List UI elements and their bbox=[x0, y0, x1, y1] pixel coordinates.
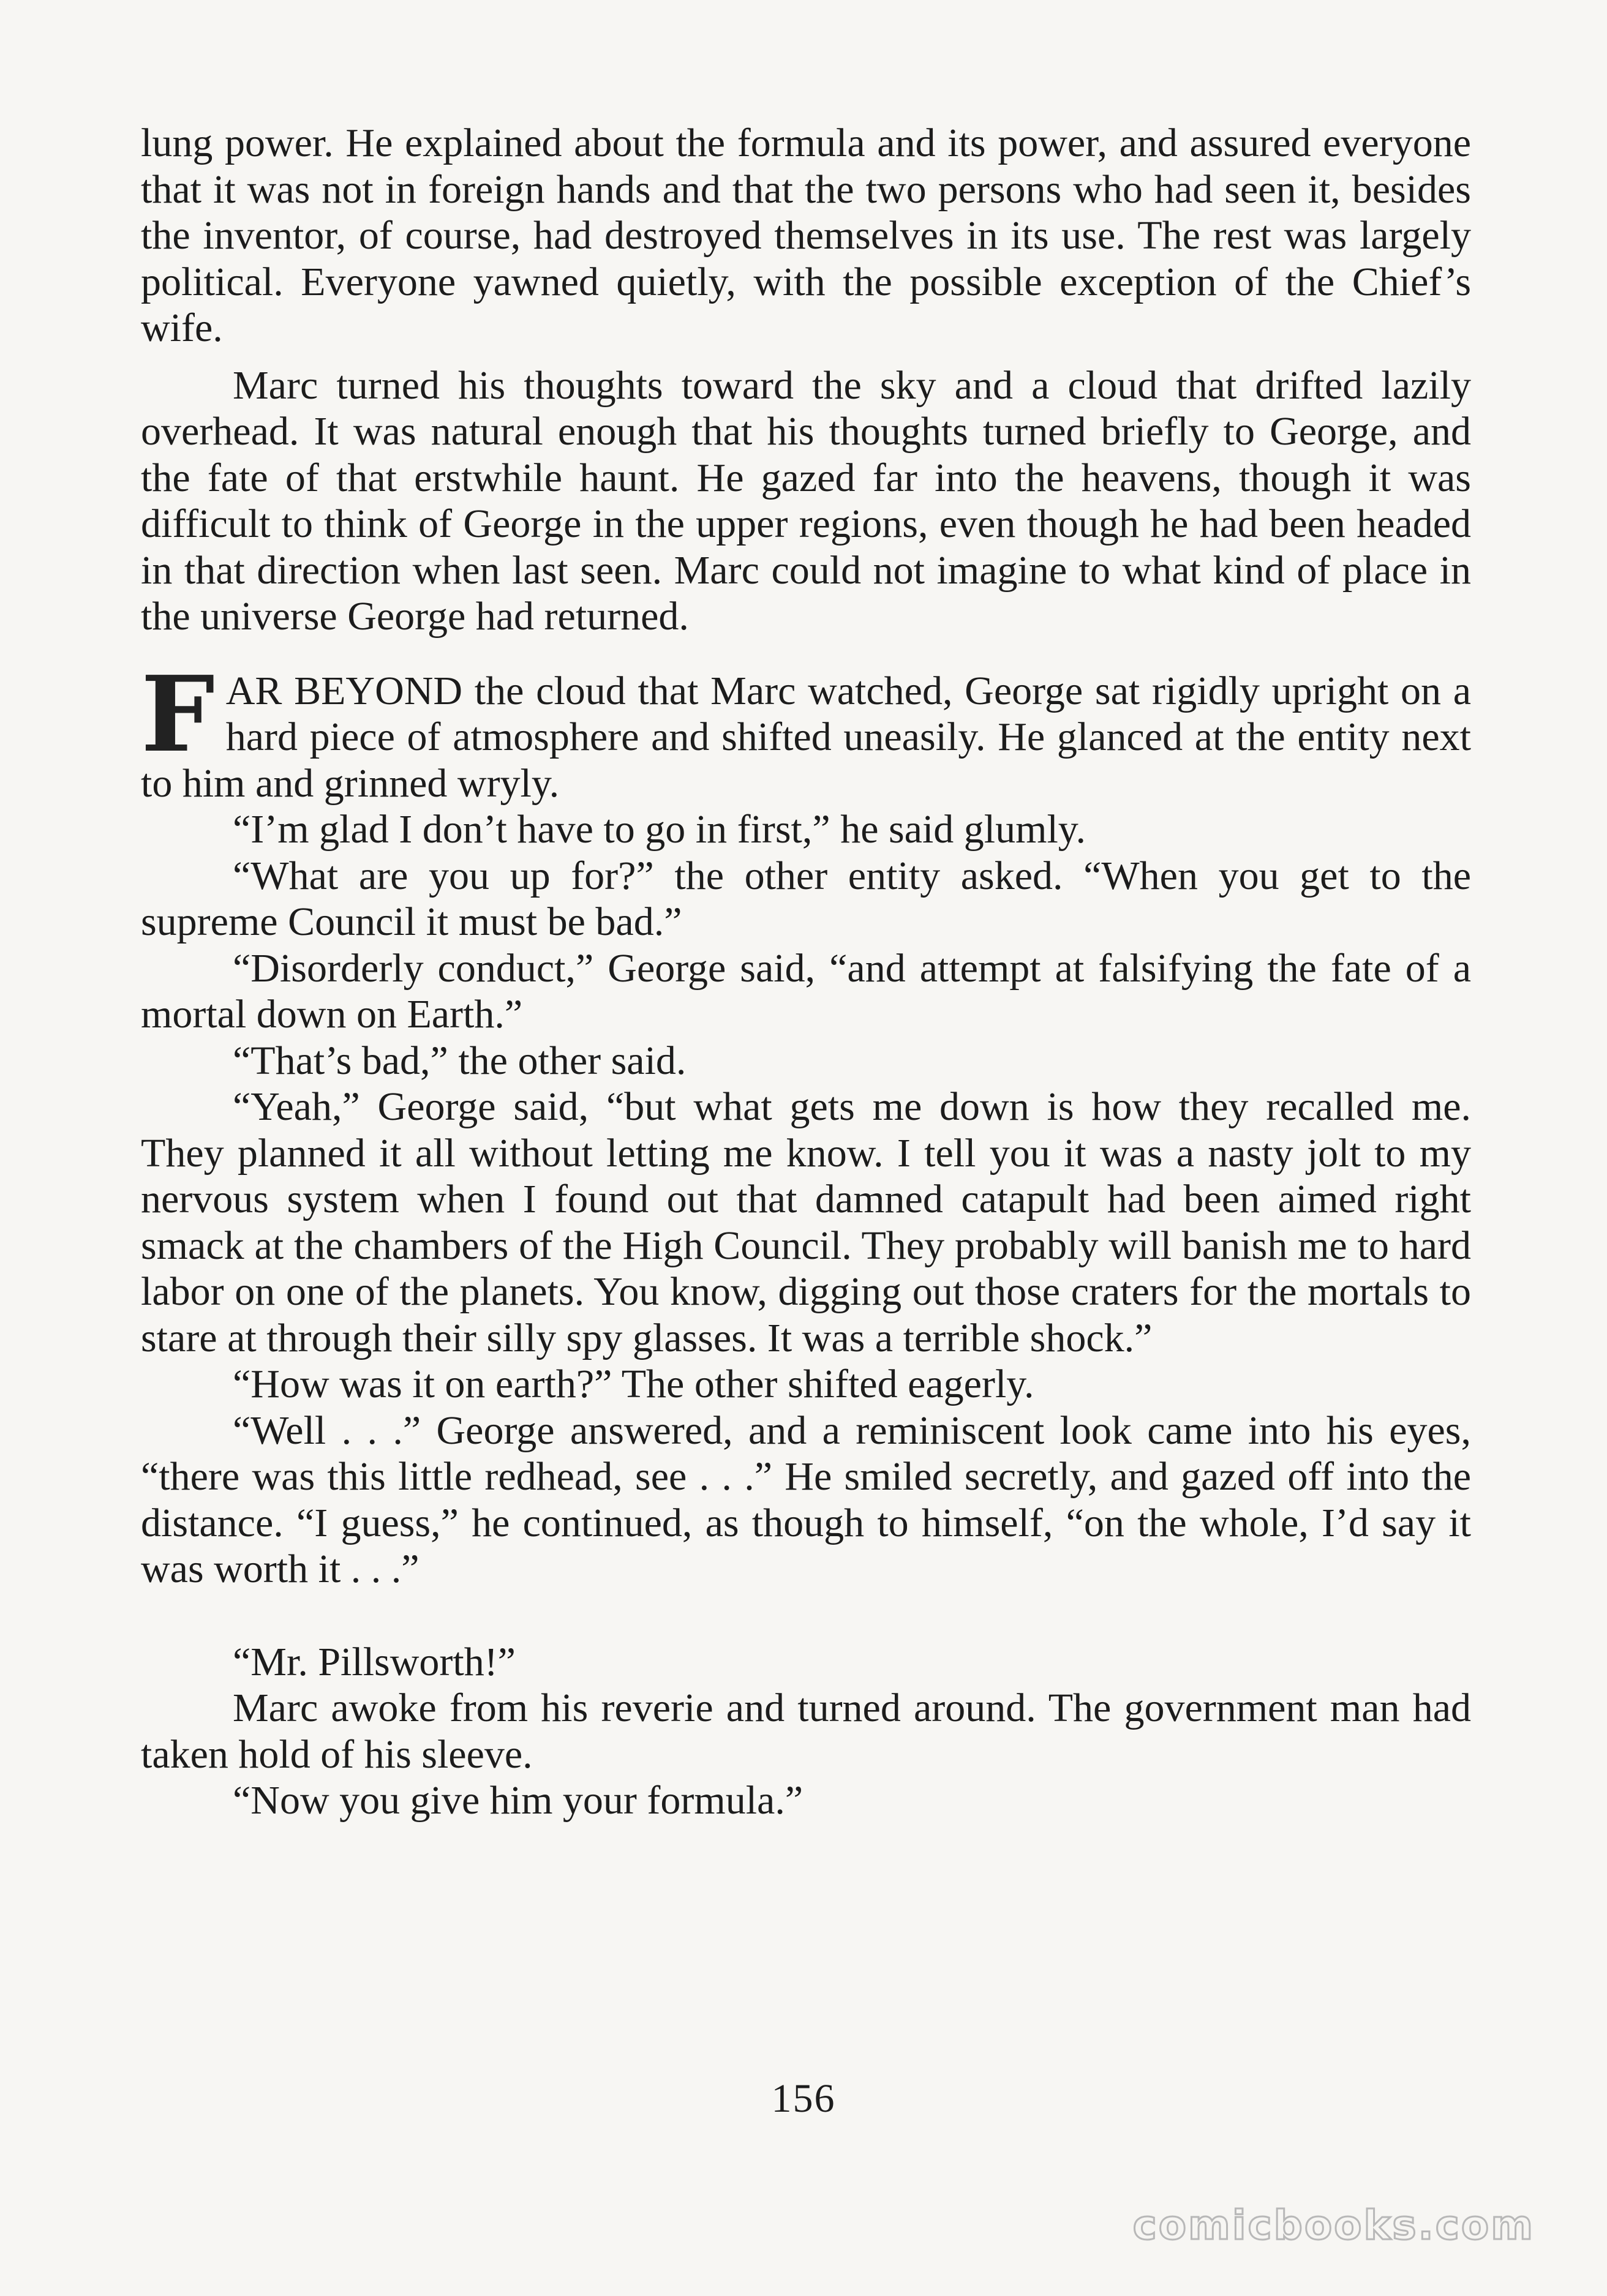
paragraph: “That’s bad,” the other said. bbox=[233, 1038, 687, 1083]
watermark-logo: comicbooks.com bbox=[1132, 2202, 1535, 2249]
section-lead-in: AR BEYOND bbox=[225, 668, 463, 713]
paragraph: “Now you give him your formula.” bbox=[233, 1778, 804, 1823]
paragraph: “Well . . .” George answered, and a reminiscent look came into his eyes, “there was this little redhead, see . . .” He smiled secretly, and gazed off into the distance. “I guess,” he continued, as though to himself, “on the whole, I’d say it was worth it . . .” bbox=[141, 1408, 1471, 1591]
paragraph: “Yeah,” George said, “but what gets me down is how they recalled me. They planned it all without letting me know. I tell you it was a nasty jolt to my nervous system when I found out that damned catapult had been aimed right smack at the chambers of the High Council. They probably will banish me to hard labor on one of the planets. You know, digging out those craters for the mortals to stare at through their silly spy glasses. It was a terrible shock.” bbox=[141, 1084, 1471, 1360]
page-body bbox=[141, 120, 1471, 1824]
paragraph: “Mr. Pillsworth!” bbox=[233, 1639, 516, 1684]
paragraph: Marc awoke from his reverie and turned around. The government man had taken hold of his sleeve. bbox=[141, 1686, 1471, 1777]
paragraph: “Disorderly conduct,” George said, “and attempt at falsifying the fate of a mortal down on Earth.” bbox=[141, 945, 1471, 1037]
paragraph: “What are you up for?” the other entity asked. “When you get to the supreme Council it must be bad.” bbox=[141, 853, 1471, 944]
section-opening-text: the cloud that Marc watched, George sat rigidly upright on a hard piece of atmosphere and shifted uneasily. He glanced at the entity next to him and grinned wryly. bbox=[141, 668, 1471, 806]
paragraph: “I’m glad I don’t have to go in first,” he said glumly. bbox=[233, 807, 1086, 852]
drop-cap: F bbox=[141, 653, 215, 776]
section-opening-paragraph bbox=[141, 653, 1471, 807]
paragraph: lung power. He explained about the formula and its power, and assured everyone that it was not in foreign hands and that the two persons who had seen it, besides the inventor, of course, had destroyed themselves in its use. The rest was largely political. Everyone yawned quietly, with the possible exception of the Chief’s wife. bbox=[141, 121, 1471, 350]
paragraph: Marc turned his thoughts toward the sky and a cloud that drifted lazily overhead. It was natural enough that his thoughts turned briefly to George, and the fate of that erstwhile haunt. He gazed far into the heavens, though it was difficult to think of George in the upper regions, even though he had been headed in that direction when last seen. Marc could not imagine to what kind of place in the universe George had returned. bbox=[141, 362, 1471, 639]
paragraph: “How was it on earth?” The other shifted eagerly. bbox=[233, 1362, 1034, 1406]
page-number: 156 bbox=[771, 2076, 836, 2121]
